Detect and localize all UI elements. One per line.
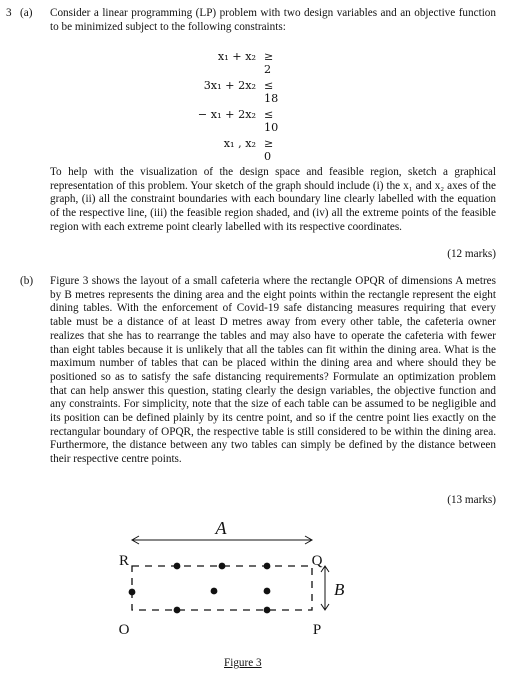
table-point [264,563,271,570]
figure-caption: Figure 3 [224,657,262,669]
part-b-label: (b) [20,275,34,287]
part-a-marks: (12 marks) [447,248,496,260]
part-b-marks: (13 marks) [447,494,496,506]
constraint-3-lhs: − x₁ + 2x₂ [197,108,256,121]
corner-r-label: R [118,553,130,569]
constraint-1-lhs: x₁ + x₂ [217,50,256,63]
constraint-2-lhs: 3x₁ + 2x₂ [203,79,256,92]
table-point [211,588,218,595]
constraint-4-rel: ≥ 0 [264,137,274,163]
constraint-1-rel: ≥ 2 [264,50,274,76]
table-point [264,607,271,614]
constraint-3-rel: ≤ 10 [264,108,279,134]
corner-p-label: P [312,622,322,638]
table-point [264,588,271,595]
part-a-instructions: To help with the visualization of the design space and feasible region, sketch a graphical representation of this problem. Your sketch of the graph should include (i) the x₁ and x₂ axes of the graph, (ii) all the constraint boundaries with each boundary line clearly labelled with the equation of the respective line, (iii) the feasible region shaded, and (iv) all the extreme points of the feasible region with each extreme point clearly labelled with its respective coordinates. [50,166,496,233]
constraint-4-lhs: x₁ , x₂ [223,137,256,150]
table-point [129,589,136,596]
dimension-a-label: A [215,518,227,538]
table-point [174,607,181,614]
corner-q-label: Q [311,553,323,569]
dining-area-rectangle [132,566,312,610]
part-a-label: (a) [20,7,33,19]
cafeteria-layout-diagram [120,516,370,651]
corner-o-label: O [118,622,130,638]
table-point [174,563,181,570]
part-b-text: Figure 3 shows the layout of a small cafeteria where the rectangle OPQR of dimensions A metres by B metres represents the dining area and the eight points within the rectangle represent the eight dining tables. With the enforcement of Covid-19 safe distancing measures requiring that every table must be a distance of at least D metres away from every other table, the cafeteria owner realizes that she has to rearrange the tables and may also have to operate the cafeteria with fewer than eight tables because it is unlikely that all the tables can fit within the dining area. What is the maximum number of tables that can be placed within the dining area and where should they be positioned so as to satisfy the safe distancing requirements? Formulate an optimization problem that can help answer this question, stating clearly the design variables, the objective function and any constraints. For simplicity, note that the size of each table can be assumed to be negligible and its position can be defined plainly by its centre point, and so if the centre point lies exactly on the rectangular boundary of OPQR, the respective table is still considered to be within the dining area. Furthermore, the distance between any two tables can simply be defined by the distance between their respective centre points. [50,275,496,466]
part-a-intro: Consider a linear programming (LP) problem with two design variables and an objective function to be minimized subject to the following constraints: [50,7,496,33]
figure-3 [120,516,370,656]
constraint-2-rel: ≤ 18 [264,79,279,105]
question-number: 3 [6,7,12,19]
table-point [219,563,226,570]
dimension-b-label: B [334,580,345,599]
